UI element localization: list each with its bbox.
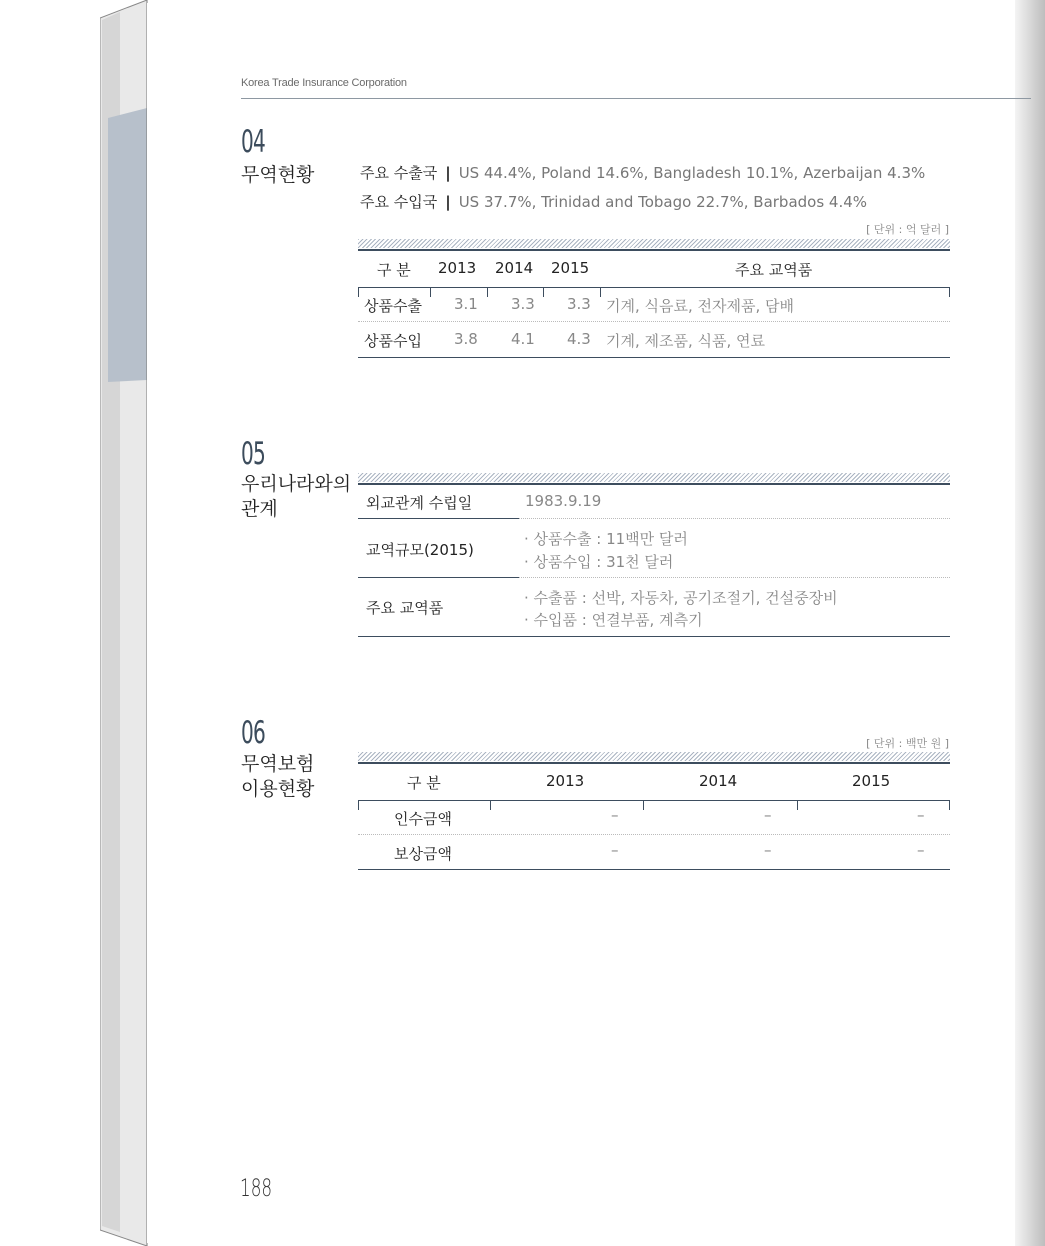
table-cell: – — [917, 806, 925, 824]
page-number: 188 — [240, 1174, 273, 1202]
relation-label-trade-volume: 교역규모(2015) — [366, 541, 474, 559]
relation-value-diplomacy: 1983.9.19 — [525, 492, 602, 510]
unit-label: [ 단위 : 백만 원 ] — [866, 737, 949, 750]
table-bottom-rule — [358, 869, 950, 870]
section-06-title-line2: 이용현황 — [241, 778, 315, 800]
table-cell: – — [611, 841, 619, 859]
section-05-title-line1: 우리나라와의 — [241, 473, 352, 495]
relation-label-diplomacy: 외교관계 수립일 — [366, 494, 473, 512]
row-divider — [519, 518, 950, 519]
table-top-rule — [358, 762, 950, 764]
section-04-title: 무역현황 — [241, 164, 315, 186]
col-tick — [358, 287, 359, 297]
col-header-2015: 2015 — [852, 772, 891, 790]
header-bottom-rule — [358, 287, 950, 288]
col-header-items: 주요 교역품 — [735, 261, 813, 279]
table-cell: – — [764, 806, 772, 824]
col-tick — [358, 800, 359, 810]
table-cell: 기계, 제조품, 식품, 연료 — [606, 332, 766, 350]
book-spine-edge — [100, 0, 150, 1246]
label-underline — [358, 577, 519, 578]
main-import-countries — [360, 191, 867, 212]
relation-value-line: · 상품수출 : 11백만 달러 — [524, 530, 688, 548]
col-tick — [543, 287, 544, 297]
separator-bar: | — [445, 193, 451, 211]
col-header-2013: 2013 — [438, 259, 477, 277]
col-header-2013: 2013 — [546, 772, 585, 790]
col-header-2015: 2015 — [551, 259, 590, 277]
section-04-number: 04 — [241, 124, 266, 160]
table-cell: 4.3 — [567, 330, 591, 348]
col-tick — [490, 800, 491, 810]
relation-value-line: · 수입품 : 연결부품, 계측기 — [524, 611, 703, 629]
col-header-category: 구 분 — [377, 261, 411, 279]
table-top-rule — [358, 249, 950, 251]
table-cell: 4.1 — [511, 330, 535, 348]
section-05-number: 05 — [241, 436, 266, 472]
table-cell: 기계, 식음료, 전자제품, 담배 — [606, 297, 794, 315]
header-bottom-rule — [358, 800, 950, 801]
table-hatch-top — [358, 752, 950, 761]
section-06-number: 06 — [241, 715, 266, 751]
import-value: US 37.7%, Trinidad and Tobago 22.7%, Barbados 4.4% — [458, 193, 868, 211]
row-divider — [358, 321, 950, 322]
table-cell: 3.3 — [567, 295, 591, 313]
section-05-title-line2: 관계 — [241, 498, 278, 520]
row-divider — [358, 834, 950, 835]
col-tick — [600, 287, 601, 297]
table-top-rule — [358, 483, 950, 485]
main-export-countries — [360, 162, 925, 183]
relation-value-line: · 수출품 : 선박, 자동차, 공기조절기, 건설중장비 — [524, 589, 838, 607]
col-tick — [487, 287, 488, 297]
separator-bar: | — [445, 164, 451, 182]
table-cell: 3.3 — [511, 295, 535, 313]
col-tick — [949, 800, 950, 810]
table-hatch-top — [358, 473, 950, 482]
col-header-2014: 2014 — [495, 259, 534, 277]
col-tick — [949, 287, 950, 297]
label-underline — [358, 518, 519, 519]
unit-label: [ 단위 : 억 달러 ] — [866, 223, 949, 236]
table-row-label: 인수금액 — [394, 810, 452, 828]
running-header: Korea Trade Insurance Corporation — [241, 77, 407, 89]
table-hatch-top — [358, 239, 950, 248]
table-bottom-rule — [358, 357, 950, 358]
col-tick — [430, 287, 431, 297]
relation-value-line: · 상품수입 : 31천 달러 — [524, 553, 674, 571]
section-06-title-line1: 무역보험 — [241, 753, 315, 775]
table-bottom-rule — [358, 636, 950, 637]
header-rule — [241, 98, 1031, 99]
table-row-label: 보상금액 — [394, 845, 452, 863]
table-cell: – — [611, 806, 619, 824]
import-label: 주요 수입국 — [360, 193, 438, 211]
page-curl-shadow — [1015, 0, 1045, 1246]
table-row-label: 상품수출 — [364, 297, 422, 315]
export-value: US 44.4%, Poland 14.6%, Bangladesh 10.1%, Azerbaijan 4.3% — [458, 164, 926, 182]
table-cell: – — [917, 841, 925, 859]
col-tick — [797, 800, 798, 810]
export-label: 주요 수출국 — [360, 164, 438, 182]
relation-label-main-items: 주요 교역품 — [366, 599, 444, 617]
row-divider — [519, 577, 950, 578]
col-header-category: 구 분 — [407, 774, 441, 792]
table-cell: – — [764, 841, 772, 859]
table-cell: 3.1 — [454, 295, 478, 313]
table-row-label: 상품수입 — [364, 332, 422, 350]
col-tick — [643, 800, 644, 810]
col-header-2014: 2014 — [699, 772, 738, 790]
table-cell: 3.8 — [454, 330, 478, 348]
